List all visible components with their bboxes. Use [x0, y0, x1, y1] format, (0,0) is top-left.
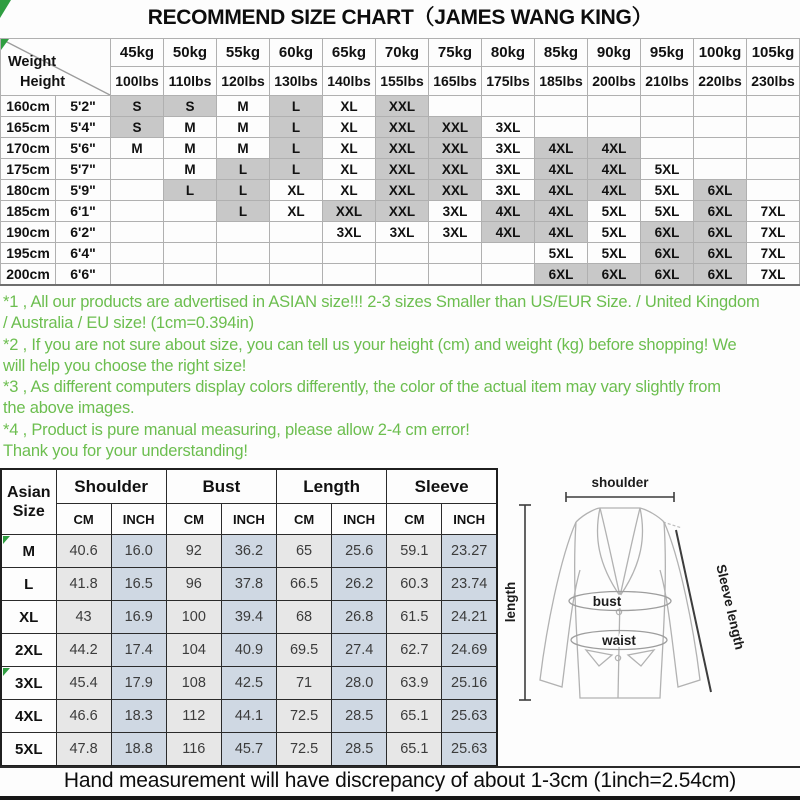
measure-inch-value: 16.0 — [111, 535, 166, 568]
measure-cm-value: 61.5 — [387, 601, 442, 634]
size-cell — [747, 180, 800, 201]
height-ft-label: 5'9" — [56, 180, 111, 201]
excel-corner-marker-icon — [0, 0, 11, 18]
note-line: *2 , If you are not sure about size, you can tell us your height (cm) and weight (kg) before shopping! We — [3, 335, 737, 354]
measure-inch-value: 25.63 — [442, 700, 497, 733]
size-cell: 6XL — [641, 243, 694, 264]
note-line: Thank you for your understanding! — [3, 442, 248, 461]
measure-inch-value: 25.16 — [442, 667, 497, 700]
weight-lbs-header: 175lbs — [482, 67, 535, 96]
height-cm-label: 200cm — [1, 264, 56, 286]
measure-inch-value: 17.4 — [111, 634, 166, 667]
size-cell: S — [164, 96, 217, 117]
measure-cm-value: 62.7 — [387, 634, 442, 667]
weight-lbs-header: 230lbs — [747, 67, 800, 96]
measure-inch-value: 24.21 — [442, 601, 497, 634]
measure-cm-value: 116 — [166, 733, 221, 767]
height-cm-label: 175cm — [1, 159, 56, 180]
size-cell — [482, 264, 535, 286]
size-chart-body — [1, 96, 800, 286]
weight-lbs-header: 220lbs — [694, 67, 747, 96]
size-cell — [535, 96, 588, 117]
size-cell: 3XL — [482, 159, 535, 180]
note-line: *4 , Product is pure manual measuring, please allow 2-4 cm error! — [3, 420, 470, 439]
size-cell — [111, 159, 164, 180]
size-cell — [482, 96, 535, 117]
measure-cm-value: 65 — [277, 535, 332, 568]
height-ft-label: 5'2" — [56, 96, 111, 117]
note-line: will help you choose the right size! — [3, 356, 247, 375]
size-cell — [111, 201, 164, 222]
measure-row — [1, 568, 497, 601]
height-label: Height — [20, 74, 66, 90]
size-cell: 3XL — [323, 222, 376, 243]
size-cell: M — [217, 138, 270, 159]
size-cell — [376, 264, 429, 286]
note-line: / Australia / EU size! (1cm=0.394in) — [3, 314, 254, 333]
sleeve-length-label: Sleeve length — [713, 562, 748, 652]
size-cell: S — [111, 96, 164, 117]
weight-kg-header: 80kg — [482, 39, 535, 67]
measure-inch-value: 28.5 — [332, 733, 387, 767]
measure-inch-value: 23.74 — [442, 568, 497, 601]
shoulder-measure-line — [566, 492, 674, 502]
height-ft-label: 5'4" — [56, 117, 111, 138]
measure-inch-value: 24.69 — [442, 634, 497, 667]
weight-label: Weight — [8, 54, 57, 70]
measure-inch-value: 26.2 — [332, 568, 387, 601]
size-cell — [270, 264, 323, 286]
weight-kg-header: 100kg — [694, 39, 747, 67]
measure-cm-value: 59.1 — [387, 535, 442, 568]
height-row — [1, 138, 800, 159]
size-label: Size — [12, 503, 45, 520]
size-cell: 5XL — [588, 222, 641, 243]
measure-row — [1, 667, 497, 700]
height-cm-label: 160cm — [1, 96, 56, 117]
size-cell: 3XL — [429, 222, 482, 243]
size-cell: 4XL — [535, 180, 588, 201]
measure-inch-value: 37.8 — [221, 568, 276, 601]
weight-lbs-header: 100lbs — [111, 67, 164, 96]
measure-unit-row — [1, 504, 497, 535]
weight-kg-header: 85kg — [535, 39, 588, 67]
size-cell — [535, 117, 588, 138]
weight-lbs-header: 140lbs — [323, 67, 376, 96]
sleeve-measure-line — [676, 530, 711, 692]
size-cell: 3XL — [482, 117, 535, 138]
size-cell: L — [217, 180, 270, 201]
note-line: the above images. — [3, 399, 135, 418]
size-cell — [429, 243, 482, 264]
measure-cm-value: 104 — [166, 634, 221, 667]
measure-inch-value: 28.5 — [332, 700, 387, 733]
measure-row — [1, 634, 497, 667]
measure-unit-header: INCH — [221, 504, 276, 535]
measure-inch-value: 26.8 — [332, 601, 387, 634]
size-cell — [429, 96, 482, 117]
size-cell — [164, 243, 217, 264]
size-cell — [694, 96, 747, 117]
size-cell: M — [164, 138, 217, 159]
height-cm-label: 170cm — [1, 138, 56, 159]
size-cell: XL — [323, 96, 376, 117]
weight-lbs-header: 120lbs — [217, 67, 270, 96]
waist-label: waist — [602, 633, 636, 648]
size-cell: M — [217, 117, 270, 138]
measure-inch-value: 39.4 — [221, 601, 276, 634]
size-cell: 6XL — [694, 201, 747, 222]
size-cell: 4XL — [588, 180, 641, 201]
height-ft-label: 5'7" — [56, 159, 111, 180]
weight-kg-header: 55kg — [217, 39, 270, 67]
size-cell: XXL — [376, 96, 429, 117]
size-cell — [429, 264, 482, 286]
size-cell: 4XL — [535, 159, 588, 180]
size-cell — [694, 117, 747, 138]
weight-lbs-header: 130lbs — [270, 67, 323, 96]
measure-cm-value: 43 — [56, 601, 111, 634]
size-cell: XL — [270, 201, 323, 222]
size-cell: 5XL — [588, 243, 641, 264]
measure-size-label: 5XL — [1, 733, 56, 767]
height-cm-label: 180cm — [1, 180, 56, 201]
measure-unit-header: CM — [277, 504, 332, 535]
recommend-size-chart-table — [0, 38, 800, 286]
size-cell: L — [217, 201, 270, 222]
length-measure-line — [519, 505, 531, 700]
measure-inch-value: 18.8 — [111, 733, 166, 767]
measure-unit-header: CM — [56, 504, 111, 535]
weight-lbs-header: 210lbs — [641, 67, 694, 96]
size-cell: S — [111, 117, 164, 138]
weight-lbs-header: 185lbs — [535, 67, 588, 96]
measure-inch-value: 17.9 — [111, 667, 166, 700]
size-cell — [164, 201, 217, 222]
measure-cm-value: 41.8 — [56, 568, 111, 601]
size-cell: XXL — [376, 138, 429, 159]
bottom-edge-line — [0, 796, 800, 800]
height-ft-label: 6'4" — [56, 243, 111, 264]
measure-inch-value: 25.6 — [332, 535, 387, 568]
bust-label: bust — [592, 594, 622, 609]
measure-unit-header: INCH — [111, 504, 166, 535]
measure-cm-value: 45.4 — [56, 667, 111, 700]
measure-cm-value: 63.9 — [387, 667, 442, 700]
size-cell: 6XL — [641, 222, 694, 243]
measure-size-label: 4XL — [1, 700, 56, 733]
weight-kg-header: 105kg — [747, 39, 800, 67]
size-cell — [747, 117, 800, 138]
height-row — [1, 264, 800, 286]
size-cell: XXL — [376, 117, 429, 138]
height-row — [1, 117, 800, 138]
measure-inch-value: 36.2 — [221, 535, 276, 568]
size-cell: 6XL — [535, 264, 588, 286]
measure-inch-value: 45.7 — [221, 733, 276, 767]
size-cell: 4XL — [482, 222, 535, 243]
size-cell — [164, 264, 217, 286]
measure-row — [1, 535, 497, 568]
measure-cm-value: 69.5 — [277, 634, 332, 667]
measure-cm-value: 108 — [166, 667, 221, 700]
size-cell: 6XL — [641, 264, 694, 286]
measure-inch-value: 40.9 — [221, 634, 276, 667]
size-cell: L — [270, 96, 323, 117]
size-cell: XXL — [376, 180, 429, 201]
size-cell: XL — [323, 117, 376, 138]
height-cm-label: 165cm — [1, 117, 56, 138]
size-cell: XL — [323, 159, 376, 180]
size-cell: XXL — [376, 159, 429, 180]
asian-label: Asian — [6, 484, 51, 501]
measure-unit-header: INCH — [442, 504, 497, 535]
size-cell: XXL — [429, 159, 482, 180]
size-cell — [588, 96, 641, 117]
size-cell — [111, 180, 164, 201]
size-cell — [641, 96, 694, 117]
height-row — [1, 180, 800, 201]
measure-cm-value: 92 — [166, 535, 221, 568]
measure-cm-value: 96 — [166, 568, 221, 601]
size-cell: 6XL — [694, 180, 747, 201]
measurement-table — [0, 468, 498, 767]
size-cell: L — [217, 159, 270, 180]
size-cell: XL — [323, 180, 376, 201]
measure-size-label: XL — [1, 601, 56, 634]
size-cell — [694, 159, 747, 180]
measure-cm-value: 65.1 — [387, 733, 442, 767]
measure-unit-header: CM — [166, 504, 221, 535]
size-cell — [747, 138, 800, 159]
measure-row — [1, 700, 497, 733]
measure-inch-value: 23.27 — [442, 535, 497, 568]
size-cell: L — [270, 159, 323, 180]
title-row — [0, 0, 800, 38]
size-cell: 4XL — [535, 201, 588, 222]
size-cell: 5XL — [535, 243, 588, 264]
measure-row — [1, 733, 497, 767]
height-row — [1, 243, 800, 264]
measure-cm-value: 72.5 — [277, 700, 332, 733]
note-line: *3 , As different computers display colors differently, the color of the actual item may vary slightly from — [3, 378, 721, 397]
length-label: length — [503, 581, 518, 623]
size-cell: 4XL — [588, 159, 641, 180]
size-cell: L — [164, 180, 217, 201]
measure-size-label: 3XL — [1, 667, 56, 700]
measure-unit-header: CM — [387, 504, 442, 535]
measure-cm-value: 46.6 — [56, 700, 111, 733]
size-cell: M — [164, 117, 217, 138]
measure-inch-value: 18.3 — [111, 700, 166, 733]
footer-divider — [0, 766, 800, 768]
size-cell: 3XL — [376, 222, 429, 243]
measure-cm-value: 65.1 — [387, 700, 442, 733]
measure-inch-value: 16.5 — [111, 568, 166, 601]
weight-kg-header: 65kg — [323, 39, 376, 67]
size-cell: 7XL — [747, 222, 800, 243]
size-cell — [217, 222, 270, 243]
weight-lbs-header: 110lbs — [164, 67, 217, 96]
measure-cm-value: 68 — [277, 601, 332, 634]
size-cell — [747, 96, 800, 117]
page-title: RECOMMEND SIZE CHART（JAMES WANG KING） — [147, 6, 653, 29]
weight-lbs-row — [1, 67, 800, 96]
size-cell — [694, 138, 747, 159]
size-cell — [270, 243, 323, 264]
corner-labels — [8, 52, 65, 92]
size-cell — [376, 243, 429, 264]
measure-cm-value: 47.8 — [56, 733, 111, 767]
size-cell: M — [111, 138, 164, 159]
size-cell: XXL — [429, 117, 482, 138]
size-cell — [111, 222, 164, 243]
height-cm-label: 185cm — [1, 201, 56, 222]
weight-height-corner-cell — [1, 39, 111, 96]
weight-kg-header: 45kg — [111, 39, 164, 67]
size-cell: 7XL — [747, 243, 800, 264]
size-cell — [482, 243, 535, 264]
size-cell: 4XL — [535, 138, 588, 159]
weight-kg-header: 90kg — [588, 39, 641, 67]
note-line: *1 , All our products are advertised in ASIAN size!!! 2-3 sizes Smaller than US/EUR Size. / United Kingdom — [3, 293, 760, 311]
height-cm-label: 190cm — [1, 222, 56, 243]
measure-group-row — [1, 469, 497, 504]
weight-lbs-header: 165lbs — [429, 67, 482, 96]
height-cm-label: 195cm — [1, 243, 56, 264]
measure-inch-value: 28.0 — [332, 667, 387, 700]
height-ft-label: 6'1" — [56, 201, 111, 222]
measure-cm-value: 71 — [277, 667, 332, 700]
size-cell — [588, 117, 641, 138]
height-row — [1, 222, 800, 243]
weight-kg-header: 50kg — [164, 39, 217, 67]
size-cell — [323, 264, 376, 286]
measure-cm-value: 60.3 — [387, 568, 442, 601]
size-cell: L — [270, 138, 323, 159]
size-cell: 4XL — [535, 222, 588, 243]
jacket-measurement-diagram — [500, 470, 755, 768]
size-cell — [111, 243, 164, 264]
size-cell: M — [164, 159, 217, 180]
measure-group-header: Shoulder — [56, 469, 166, 504]
size-cell: XXL — [429, 138, 482, 159]
measure-cm-value: 44.2 — [56, 634, 111, 667]
measure-group-header: Sleeve — [387, 469, 497, 504]
measure-inch-value: 42.5 — [221, 667, 276, 700]
measure-inch-value: 16.9 — [111, 601, 166, 634]
measure-inch-value: 27.4 — [332, 634, 387, 667]
measure-row — [1, 601, 497, 634]
asian-size-header — [1, 469, 56, 535]
measure-inch-value: 44.1 — [221, 700, 276, 733]
weight-kg-header: 60kg — [270, 39, 323, 67]
size-cell — [270, 222, 323, 243]
size-cell: 6XL — [694, 222, 747, 243]
weight-lbs-header: 155lbs — [376, 67, 429, 96]
size-cell: 6XL — [694, 264, 747, 286]
height-row — [1, 201, 800, 222]
size-cell: 3XL — [429, 201, 482, 222]
measure-cm-value: 72.5 — [277, 733, 332, 767]
size-cell: 4XL — [482, 201, 535, 222]
size-cell — [164, 222, 217, 243]
weight-kg-header: 95kg — [641, 39, 694, 67]
size-cell — [111, 264, 164, 286]
size-cell: 5XL — [588, 201, 641, 222]
height-row — [1, 159, 800, 180]
shoulder-label: shoulder — [591, 475, 649, 490]
size-cell: 6XL — [694, 243, 747, 264]
notes — [3, 292, 797, 462]
measure-size-label: M — [1, 535, 56, 568]
measure-group-header: Length — [277, 469, 387, 504]
size-cell: XXL — [429, 180, 482, 201]
size-cell: 6XL — [588, 264, 641, 286]
measure-size-label: L — [1, 568, 56, 601]
size-cell: 4XL — [588, 138, 641, 159]
measure-unit-header: INCH — [332, 504, 387, 535]
size-cell — [217, 243, 270, 264]
measure-cm-value: 100 — [166, 601, 221, 634]
weight-lbs-header: 200lbs — [588, 67, 641, 96]
size-cell: XL — [323, 138, 376, 159]
footer-note: Hand measurement will have discrepancy of about 1-3cm (1inch=2.54cm) — [63, 769, 737, 792]
size-cell: 5XL — [641, 201, 694, 222]
measure-inch-value: 25.63 — [442, 733, 497, 767]
height-ft-label: 5'6" — [56, 138, 111, 159]
size-cell — [747, 159, 800, 180]
size-cell — [641, 138, 694, 159]
size-cell: XL — [270, 180, 323, 201]
height-ft-label: 6'2" — [56, 222, 111, 243]
size-cell: XXL — [376, 201, 429, 222]
size-cell — [641, 117, 694, 138]
size-cell: 3XL — [482, 180, 535, 201]
height-ft-label: 6'6" — [56, 264, 111, 286]
measure-cm-value: 40.6 — [56, 535, 111, 568]
size-cell: 3XL — [482, 138, 535, 159]
measure-group-header: Bust — [166, 469, 276, 504]
weight-kg-row — [1, 39, 800, 67]
weight-kg-header: 70kg — [376, 39, 429, 67]
size-cell: L — [270, 117, 323, 138]
size-cell: XXL — [323, 201, 376, 222]
size-cell: M — [217, 96, 270, 117]
measure-cm-value: 66.5 — [277, 568, 332, 601]
size-cell: 7XL — [747, 201, 800, 222]
size-cell — [217, 264, 270, 286]
measure-size-label: 2XL — [1, 634, 56, 667]
height-row — [1, 96, 800, 117]
size-cell — [323, 243, 376, 264]
excel-corner-marker-icon — [1, 39, 9, 50]
size-cell: 7XL — [747, 264, 800, 286]
weight-kg-header: 75kg — [429, 39, 482, 67]
size-cell: 5XL — [641, 159, 694, 180]
measure-cm-value: 112 — [166, 700, 221, 733]
size-cell: 5XL — [641, 180, 694, 201]
measure-table-body — [1, 535, 497, 767]
